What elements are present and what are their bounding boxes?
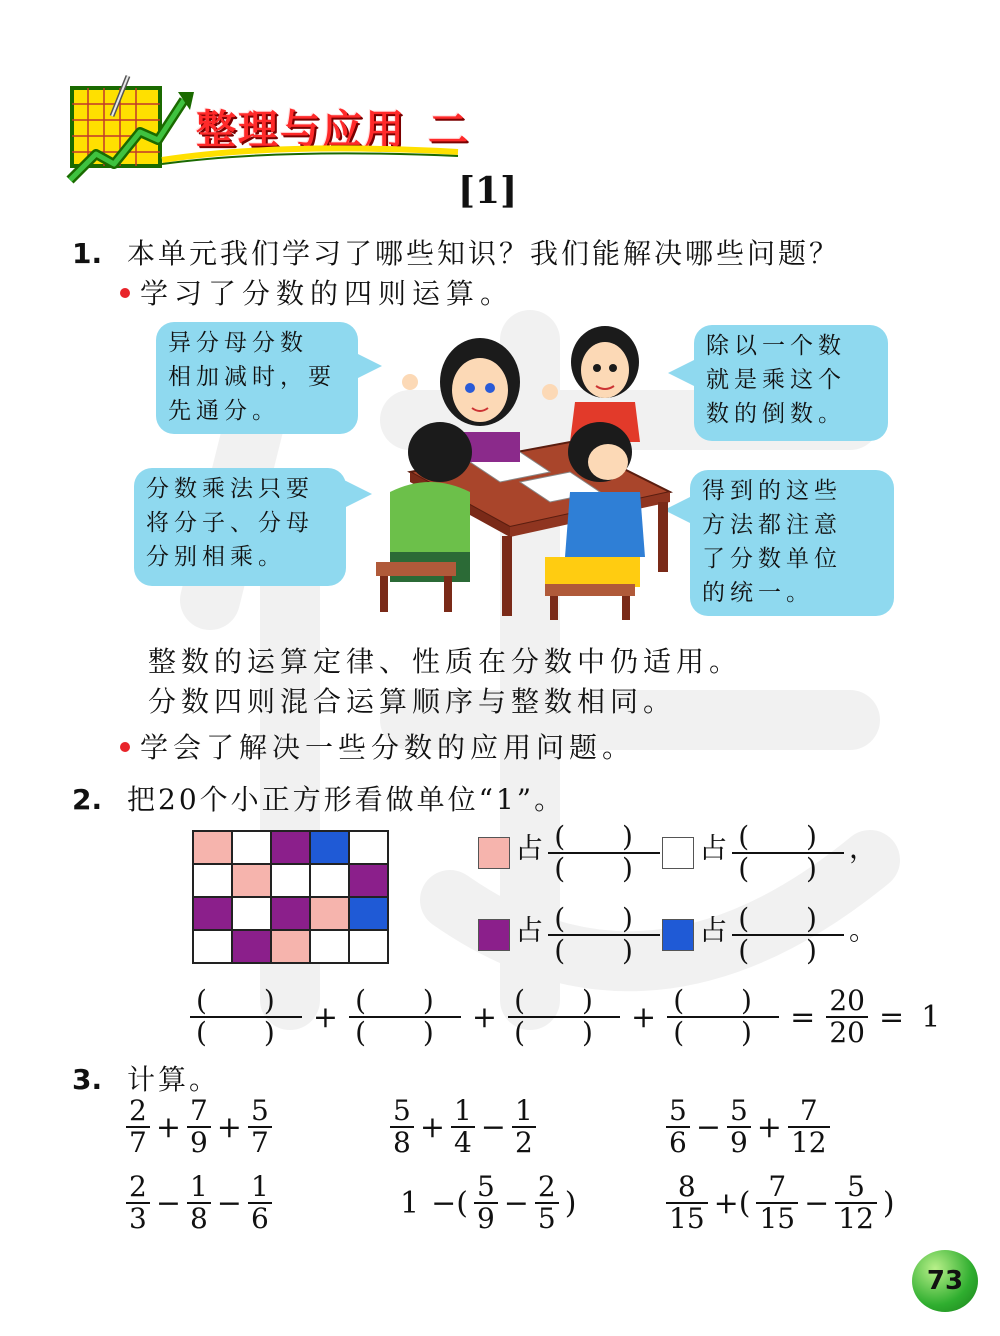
lesson-number: [1]	[458, 170, 518, 212]
numerator: 2	[537, 1170, 556, 1203]
grid-cell-white	[349, 930, 388, 963]
blank-numerator: ( )	[554, 820, 657, 853]
period: 。	[849, 913, 878, 947]
question-3-number: 3.	[72, 1063, 103, 1096]
page-number: 73	[926, 1266, 964, 1296]
grid-row	[193, 831, 388, 864]
bubble-1-line-2: 相加减时，要	[168, 364, 336, 390]
question-1-text: 本单元我们学习了哪些知识？我们能解决哪些问题？	[127, 237, 841, 270]
numerator: 7	[799, 1094, 818, 1127]
denominator: 2	[514, 1126, 533, 1159]
fraction-purple	[478, 904, 693, 966]
expression-6: $\frac{8}{15}$ +( $\frac{7}{15}$ − $\frac{5}{12}$ )	[666, 1172, 901, 1234]
bubble-2-line-1: 除以一个数	[706, 333, 846, 359]
grid-row	[193, 897, 388, 930]
grid-cell-pink	[232, 864, 271, 897]
numerator: 2	[129, 1094, 147, 1127]
numerator: 5	[729, 1094, 748, 1127]
grid-cell-purple	[193, 897, 232, 930]
bullet-2-text: 学会了解决一些分数的应用问题。	[140, 731, 636, 764]
grid-cell-white	[193, 864, 232, 897]
purple-square-swatch	[478, 919, 510, 951]
zhan-label: 占	[699, 913, 728, 947]
grid-cell-purple	[271, 831, 310, 864]
numerator: 7	[189, 1094, 208, 1127]
denominator: 12	[790, 1126, 827, 1159]
grid-cell-white	[310, 930, 349, 963]
denominator: 7	[250, 1126, 269, 1159]
grid-row	[193, 864, 388, 897]
blank-denominator: ( )	[738, 934, 841, 967]
bullet-dot-icon	[120, 742, 130, 752]
denominator: 8	[393, 1126, 411, 1159]
expression-1: $\frac{2}{7}$ + $\frac{7}{9}$ + $\frac{5}{7}$	[126, 1096, 272, 1158]
bubble-4-line-3: 了分数单位	[702, 546, 842, 572]
question-2-number: 2.	[72, 783, 103, 816]
numerator: 7	[768, 1170, 787, 1203]
denominator: 15	[759, 1202, 796, 1235]
page-number-badge	[912, 1250, 978, 1312]
grid-cell-pink	[310, 897, 349, 930]
bubble-1-line-3: 先通分。	[168, 398, 280, 424]
grid-cell-purple	[232, 930, 271, 963]
numerator: 2	[129, 1170, 147, 1203]
grid-cell-white	[232, 897, 271, 930]
pink-square-swatch	[478, 837, 510, 869]
denominator: 6	[669, 1126, 687, 1159]
grid-cell-white	[271, 864, 310, 897]
numerator: 5	[669, 1094, 687, 1127]
blank-numerator: ( )	[196, 984, 299, 1017]
blank-fraction	[732, 904, 844, 966]
expression-2: $\frac{5}{8}$ + $\frac{1}{4}$ − $\frac{1}{2}$	[390, 1096, 536, 1158]
grid-cell-pink	[193, 831, 232, 864]
denominator: 6	[250, 1202, 269, 1235]
grid-cell-white	[232, 831, 271, 864]
grid-cell-purple	[271, 897, 310, 930]
question-2	[72, 778, 565, 818]
bubble-2-line-3: 数的倒数。	[706, 401, 846, 427]
numerator: 5	[847, 1170, 865, 1203]
grid-cell-white	[193, 930, 232, 963]
plus-sign: +	[471, 999, 498, 1035]
question-1-number: 1.	[72, 237, 103, 270]
blank-fraction	[190, 986, 302, 1048]
blank-numerator: ( )	[554, 902, 657, 935]
unit-title-text: 整理与应用	[196, 107, 406, 153]
denominator: 7	[129, 1126, 147, 1159]
question-3-text: 计算。	[127, 1063, 221, 1096]
grid-cell-blue	[310, 831, 349, 864]
zhan-label: 占	[515, 831, 544, 865]
blank-denominator: ( )	[514, 1016, 617, 1049]
fraction-blue	[662, 904, 877, 966]
unit-title-number: 二	[428, 107, 470, 153]
denominator: 9	[476, 1202, 495, 1235]
numerator: 8	[677, 1170, 696, 1203]
title-swoosh	[160, 138, 460, 168]
fraction-white	[662, 822, 877, 884]
blank-fraction	[667, 986, 779, 1048]
zhan-label: 占	[515, 913, 544, 947]
plus-sign: +	[312, 999, 338, 1035]
bubble-3-line-3: 分别相乘。	[146, 544, 286, 570]
blue-square-swatch	[662, 919, 694, 951]
bullet-1-text: 学习了分数的四则运算。	[140, 277, 515, 310]
fraction-pink	[478, 822, 693, 884]
question-3	[72, 1058, 220, 1098]
blank-numerator: ( )	[673, 984, 776, 1017]
bubble-3-line-2: 将分子、分母	[146, 510, 314, 536]
blank-numerator: ( )	[738, 902, 841, 935]
bubble-2-line-2: 就是乘这个	[706, 367, 846, 393]
bubble-3-line-1: 分数乘法只要	[146, 476, 314, 502]
bubble-1-line-1: 异分母分数	[168, 330, 308, 356]
blank-denominator: ( )	[738, 852, 841, 885]
speech-bubble-2	[694, 325, 888, 441]
bubble-4-line-1: 得到的这些	[702, 478, 842, 504]
question-2-text: 把20个小正方形看做单位“1”。	[127, 783, 566, 816]
note-2: 分数四则混合运算顺序与整数相同。	[148, 685, 677, 718]
numerator: 1	[189, 1170, 208, 1203]
bubble-4-line-2: 方法都注意	[702, 512, 842, 538]
blank-fraction	[548, 822, 660, 884]
bubble-4-line-4: 的统一。	[702, 580, 814, 606]
expression-5: 1 −( $\frac{5}{9}$ − $\frac{2}{5}$ )	[394, 1172, 582, 1234]
square-grid	[192, 830, 389, 964]
blank-fraction	[548, 904, 660, 966]
blank-numerator: ( )	[514, 984, 617, 1017]
blank-numerator: ( )	[738, 820, 841, 853]
speech-bubble-1	[156, 322, 358, 434]
blank-denominator: ( )	[673, 1016, 776, 1049]
speech-bubble-4	[690, 470, 894, 616]
numerator: 5	[393, 1094, 411, 1127]
denominator: 9	[729, 1126, 748, 1159]
grid-cell-pink	[271, 930, 310, 963]
numerator: 1	[250, 1170, 269, 1203]
children-at-table-illustration	[370, 322, 700, 622]
expression-4: $\frac{2}{3}$ − $\frac{1}{8}$ − $\frac{1}{6}$	[126, 1172, 272, 1234]
blank-denominator: ( )	[554, 934, 657, 967]
grid-cell-white	[349, 831, 388, 864]
blank-fraction	[508, 986, 620, 1048]
blank-fraction	[732, 822, 844, 884]
numerator: 1	[514, 1094, 533, 1127]
equals-sign: =	[790, 999, 816, 1035]
bullet-dot-icon	[120, 288, 130, 298]
denominator: 20	[829, 1016, 865, 1049]
numerator: 20	[829, 984, 865, 1017]
grid-cell-white	[310, 864, 349, 897]
zhan-label: 占	[699, 831, 728, 865]
denominator: 5	[537, 1202, 556, 1235]
denominator: 8	[189, 1202, 208, 1235]
numerator: 5	[476, 1170, 495, 1203]
blank-fraction	[349, 986, 461, 1048]
speech-bubble-3	[134, 468, 346, 586]
note-1: 整数的运算定律、性质在分数中仍适用。	[148, 645, 743, 678]
denominator: 12	[838, 1202, 874, 1235]
denominator: 3	[129, 1202, 147, 1235]
blank-numerator: ( )	[355, 984, 458, 1017]
blank-denominator: ( )	[355, 1016, 458, 1049]
chart-logo-icon	[66, 70, 196, 190]
bullet-1	[120, 272, 514, 312]
white-square-swatch	[662, 837, 694, 869]
numerator: 5	[250, 1094, 269, 1127]
grid-cell-blue	[349, 897, 388, 930]
plus-sign: +	[631, 999, 657, 1035]
comma: ，	[849, 831, 878, 865]
grid-row	[193, 930, 388, 963]
blank-denominator: ( )	[554, 852, 657, 885]
sum-equation	[190, 986, 946, 1048]
numerator: 1	[453, 1094, 472, 1127]
grid-cell-purple	[349, 864, 388, 897]
equation-result: 1	[921, 999, 941, 1035]
fraction-20-20	[826, 986, 868, 1048]
bullet-2	[120, 726, 635, 766]
number-one: 1	[400, 1185, 420, 1221]
expression-3: $\frac{5}{6}$ − $\frac{5}{9}$ + $\frac{7}{12}$	[666, 1096, 830, 1158]
blank-denominator: ( )	[196, 1016, 299, 1049]
denominator: 4	[453, 1126, 472, 1159]
question-1	[72, 232, 840, 272]
equals-sign: =	[879, 999, 905, 1035]
denominator: 9	[189, 1126, 208, 1159]
denominator: 15	[669, 1202, 705, 1235]
